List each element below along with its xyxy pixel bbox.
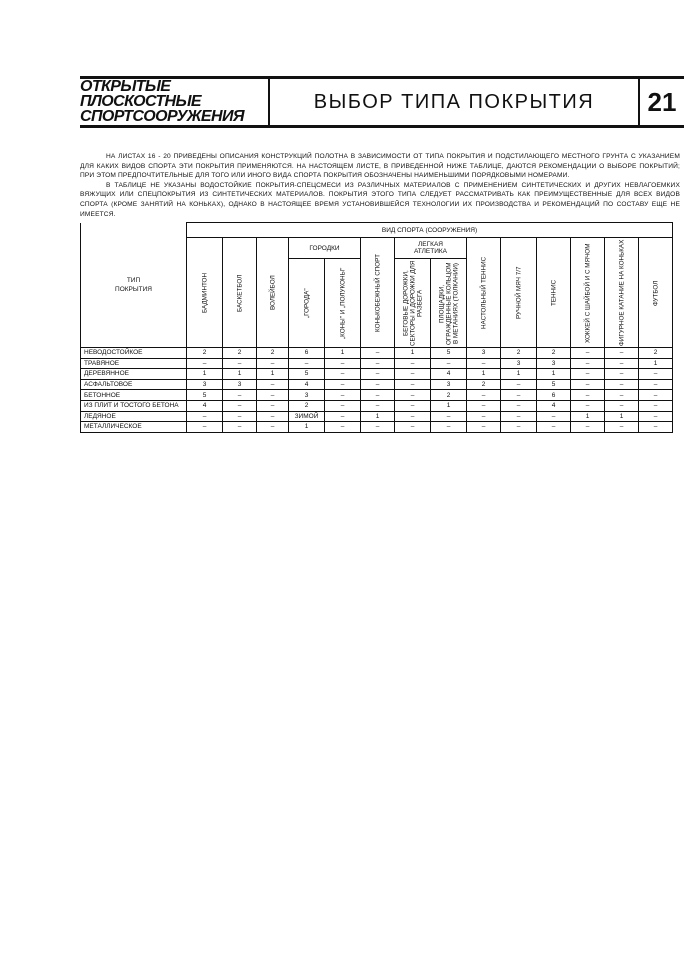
table-cell: 6 (289, 348, 325, 359)
table-cell: 1 (325, 348, 361, 359)
table-cell: 1 (639, 358, 673, 369)
table-cell: – (361, 422, 395, 433)
row-label: МЕТАЛЛИЧЕСКОЕ (81, 422, 187, 433)
table-cell: – (639, 390, 673, 401)
table-cell: – (537, 411, 571, 422)
table-cell: – (325, 400, 361, 411)
table-cell: 1 (223, 369, 257, 380)
table-cell: 2 (289, 400, 325, 411)
table-cell: – (361, 379, 395, 390)
table-cell: – (325, 379, 361, 390)
table-cell: 4 (537, 400, 571, 411)
col-header: „ГОРОДА" (289, 259, 325, 348)
table-row (81, 411, 673, 422)
col-header: БАДМИНТОН (187, 238, 223, 348)
table-cell: 5 (187, 390, 223, 401)
table-cell: – (395, 369, 431, 380)
table-cell: – (571, 348, 605, 359)
table-cell: 1 (257, 369, 289, 380)
col-header: ХОККЕЙ С ШАЙБОЙ И С МЯЧОМ (571, 238, 605, 348)
table-cell: – (325, 390, 361, 401)
table-cell: 4 (289, 379, 325, 390)
athletics-header: ЛЕГКАЯ АТЛЕТИКА (395, 238, 467, 259)
table-row (81, 400, 673, 411)
table-cell: 3 (289, 390, 325, 401)
table-cell: – (431, 422, 467, 433)
col-header: ТЕННИС (537, 238, 571, 348)
table-cell: 2 (187, 348, 223, 359)
table-cell: – (639, 379, 673, 390)
page-number: 21 (638, 79, 684, 125)
table-row (81, 390, 673, 401)
section-title (80, 79, 270, 125)
table-cell: – (571, 422, 605, 433)
table-cell: 1 (187, 369, 223, 380)
table-cell: – (431, 358, 467, 369)
table-cell: – (187, 411, 223, 422)
table-cell: – (223, 358, 257, 369)
table-cell: 3 (223, 379, 257, 390)
row-label: ЛЕДЯНОЕ (81, 411, 187, 422)
table-cell: – (571, 358, 605, 369)
table-cell: 4 (431, 369, 467, 380)
col-header: КОНЬКОБЕЖНЫЙ СПОРТ (361, 238, 395, 348)
table-cell: – (325, 422, 361, 433)
table-cell: – (361, 400, 395, 411)
table-cell: – (361, 358, 395, 369)
table-cell: – (501, 400, 537, 411)
section-title-line-2: ПЛОСКОСТНЫЕ (80, 93, 201, 110)
table-cell: – (395, 400, 431, 411)
table-row (81, 348, 673, 359)
table-cell: – (639, 411, 673, 422)
table-cell: – (325, 369, 361, 380)
sport-header: ВИД СПОРТА (СООРУЖЕНИЯ) (187, 223, 673, 238)
table-cell: – (501, 422, 537, 433)
table-cell: 1 (467, 369, 501, 380)
coverage-table (80, 222, 673, 433)
table-cell: – (639, 400, 673, 411)
table-cell: 1 (361, 411, 395, 422)
table-cell: – (395, 379, 431, 390)
table-cell: 2 (467, 379, 501, 390)
table-cell: 2 (431, 390, 467, 401)
table-cell: – (639, 422, 673, 433)
table-cell: – (223, 422, 257, 433)
table-cell: – (639, 369, 673, 380)
col-header: ПЛОЩАДКИ, ОГРАЖДЕННЫЕ КОЛЬЦОМ В МЕТАНИЯХ (ТОЛКАНИИ) (431, 259, 467, 348)
table-cell: – (361, 390, 395, 401)
table-cell: 1 (289, 422, 325, 433)
table-cell: 5 (431, 348, 467, 359)
table-cell: 3 (467, 348, 501, 359)
table-cell: – (257, 390, 289, 401)
table-cell: – (325, 358, 361, 369)
table-cell: – (361, 348, 395, 359)
table-cell: – (257, 400, 289, 411)
table-cell: – (467, 411, 501, 422)
table-cell: – (501, 411, 537, 422)
table-cell: – (223, 400, 257, 411)
intro-paragraph: НА ЛИСТАХ 16 - 20 ПРИВЕДЕНЫ ОПИСАНИЯ КОНСТРУКЦИЙ ПОЛОТНА В ЗАВИСИМОСТИ ОТ ТИПА ПОКРЫТИЯ И ПОДСТИЛАЮЩЕГО МЕСТНОГО ГРУНТА С УКАЗАНИЕМ ДЛЯ КАКИХ ВИДОВ СПОРТА ЭТИ ПОКРЫТИЯ ПРИМЕНЯЮТСЯ. НА НАСТОЯЩЕМ ЛИСТЕ, В ПРИВЕДЕННОЙ НИЖЕ ТАБЛИЦЕ, ДАЮТСЯ РЕКОМЕНДАЦИИ О ВЫБОРЕ ПОКРЫТИЙ; ПРИ ЭТОМ ПРЕДПОЧТИТЕЛЬНЫЕ ДЛЯ ТОГО ИЛИ ИНОГО ВИДА СПОРТА ПОКРЫТИЯ ОБОЗНАЧЕНЫ НАИМЕНЬШИМИ ПОРЯДКОВЫМИ НОМЕРАМИ. (80, 153, 680, 180)
table-cell: 1 (605, 411, 639, 422)
table-cell: – (605, 400, 639, 411)
table-cell: 1 (431, 400, 467, 411)
table-row (81, 358, 673, 369)
table-cell: – (501, 379, 537, 390)
section-title-line-3: СПОРТСООРУЖЕНИЯ (80, 108, 244, 125)
table-cell: 2 (537, 348, 571, 359)
col-header: БАСКЕТБОЛ (223, 238, 257, 348)
table-cell: 2 (223, 348, 257, 359)
col-header: ВОЛЕЙБОЛ (257, 238, 289, 348)
table-cell: – (605, 422, 639, 433)
table-cell: 2 (501, 348, 537, 359)
table-cell: – (571, 369, 605, 380)
table-cell: – (187, 422, 223, 433)
table-cell: – (571, 379, 605, 390)
table-cell: – (257, 379, 289, 390)
row-label: ИЗ ПЛИТ И ТОСТОГО БЕТОНА (81, 400, 187, 411)
table-cell: – (325, 411, 361, 422)
col-header: БЕГОВЫЕ ДОРОЖКИ, СЕКТОРЫ И ДОРОЖКИ ДЛЯ РАЗБЕГА (395, 259, 431, 348)
table-cell: 2 (639, 348, 673, 359)
row-label: ДЕРЕВЯННОЕ (81, 369, 187, 380)
table-cell: 5 (537, 379, 571, 390)
table-cell: 5 (289, 369, 325, 380)
table-cell: – (395, 390, 431, 401)
page-header (80, 76, 684, 128)
gorodki-header: ГОРОДКИ (289, 238, 361, 259)
table-cell: – (257, 358, 289, 369)
table-cell: 6 (537, 390, 571, 401)
table-cell: – (467, 422, 501, 433)
table-cell: – (257, 411, 289, 422)
row-label: БЕТОННОЕ (81, 390, 187, 401)
row-label: АСФАЛЬТОВОЕ (81, 379, 187, 390)
table-cell: 3 (501, 358, 537, 369)
table-cell: 1 (537, 369, 571, 380)
table-cell: 1 (395, 348, 431, 359)
section-title-line-1: ОТКРЫТЫЕ (80, 78, 171, 95)
table-cell: – (361, 369, 395, 380)
type-header: ТИП ПОКРЫТИЯ (81, 223, 187, 348)
table-cell: 1 (501, 369, 537, 380)
table-cell: – (467, 390, 501, 401)
table-cell: 2 (257, 348, 289, 359)
table-cell: – (395, 358, 431, 369)
table-row (81, 379, 673, 390)
row-label: ТРАВЯНОЕ (81, 358, 187, 369)
intro-text (80, 152, 680, 219)
col-header: ФИГУРНОЕ КАТАНИЕ НА КОНЬКАХ (605, 238, 639, 348)
table-cell: – (257, 422, 289, 433)
table-cell: – (571, 400, 605, 411)
table-cell: 3 (187, 379, 223, 390)
table-cell: 4 (187, 400, 223, 411)
table-row (81, 422, 673, 433)
table-cell: – (223, 390, 257, 401)
table-cell: – (605, 348, 639, 359)
table-cell: – (187, 358, 223, 369)
table-cell: 3 (537, 358, 571, 369)
intro-paragraph: В ТАБЛИЦЕ НЕ УКАЗАНЫ ВОДОСТОЙКИЕ ПОКРЫТИЯ-СПЕЦСМЕСИ ИЗ РАЗЛИЧНЫХ МАТЕРИАЛОВ С ПРИМЕНЕНИЕМ СИНТЕТИЧЕСКИХ И ДРУГИХ НЕВЛАГОЕМКИХ ВЯЖУЩИХ ИЛИ СПЕЦПОКРЫТИЯ ИЗ СИНТЕТИЧЕСКИХ МАТЕРИАЛОВ. ПОКРЫТИЯ ЭТОГО ТИПА СЛЕДУЕТ РАССМАТРИВАТЬ КАК ПРЕИМУЩЕСТВЕННЫЕ ДЛЯ ВСЕХ ВИДОВ СПОРТА (КРОМЕ ЗАНЯТИЙ НА КОНЬКАХ), ОДНАКО В НАСТОЯЩЕЕ ВРЕМЯ УСТАНОВИВШЕЙСЯ ТЕХНОЛОГИИ ИХ ПРОИЗВОДСТВА И РЕКОМЕНДАЦИЙ ПО СОСТАВУ ЕЩЕ НЕ ИМЕЕТСЯ. (80, 181, 680, 218)
table-cell: – (605, 390, 639, 401)
table-cell: – (395, 422, 431, 433)
table-cell: – (537, 422, 571, 433)
col-header: НАСТОЛЬНЫЙ ТЕННИС (467, 238, 501, 348)
table-cell: – (501, 390, 537, 401)
row-label: НЕВОДОСТОЙКОЕ (81, 348, 187, 359)
table-cell: 1 (571, 411, 605, 422)
table-cell: – (571, 390, 605, 401)
table-cell: – (467, 358, 501, 369)
table-cell: ЗИМОЙ (289, 411, 325, 422)
table-cell: – (395, 411, 431, 422)
table-cell: – (605, 369, 639, 380)
table-cell: 3 (431, 379, 467, 390)
table-cell: – (431, 411, 467, 422)
col-header: РУЧНОЙ МЯЧ 7/7 (501, 238, 537, 348)
col-header: ФУТБОЛ (639, 238, 673, 348)
page-title: ВЫБОР ТИПА ПОКРЫТИЯ (313, 90, 595, 113)
table-cell: – (467, 400, 501, 411)
table-cell: – (223, 411, 257, 422)
table-body (81, 348, 673, 433)
table-cell: – (605, 379, 639, 390)
table-cell: – (605, 358, 639, 369)
table-cell: – (289, 358, 325, 369)
col-header: „КОНЫ" И „ПОЛУКОНЫ" (325, 259, 361, 348)
table-row (81, 369, 673, 380)
